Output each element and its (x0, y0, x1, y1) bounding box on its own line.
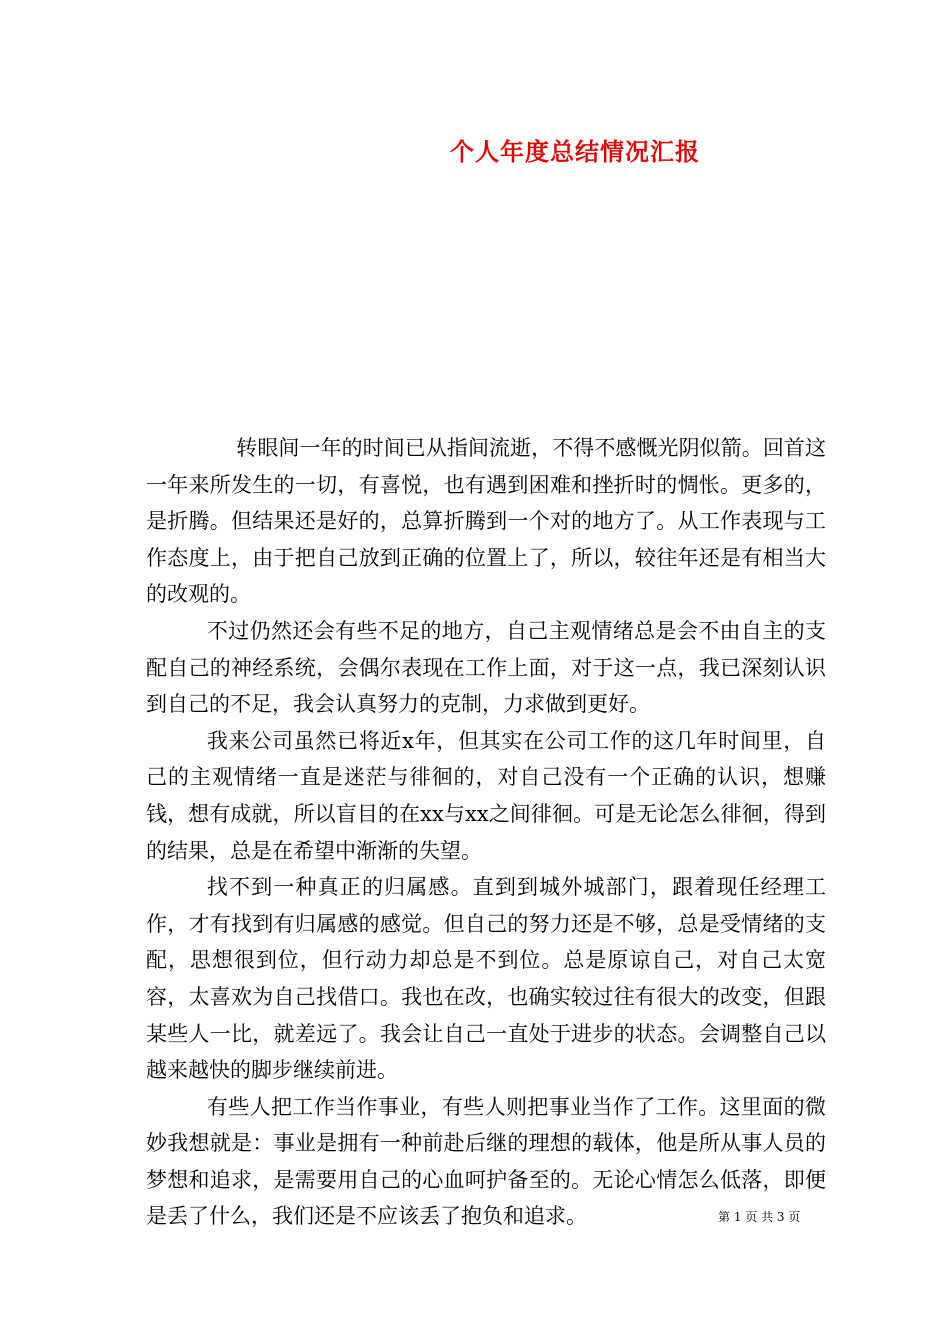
document-title: 个人年度总结情况汇报 (450, 137, 700, 166)
page-number-footer: 第 1 页 共 3 页 (718, 1210, 801, 1224)
paragraph-2: 不过仍然还会有些不足的地方，自己主观情绪总是会不由自主的支配自己的神经系统，会偶尔表现在工作上面，对于这一点，我已深刻认识到自己的不足，我会认真努力的克制，力求做到更好。 (146, 618, 826, 717)
paragraph-3: 我来公司虽然已将近x年，但其实在公司工作的这几年时间里，自己的主观情绪一直是迷茫与徘徊的，对自己没有一个正确的认识，想赚钱，想有成就，所以盲目的在xx与xx之间徘徊。可是无论怎么徘徊，得到的结果，总是在希望中渐渐的失望。 (146, 728, 826, 863)
paragraph-4: 找不到一种真正的归属感。直到到城外城部门，跟着现任经理工作，才有找到有归属感的感觉。但自己的努力还是不够，总是受情绪的支配，思想很到位，但行动力却总是不到位。总是原谅自己，对自己太宽容，太喜欢为自己找借口。我也在改，也确实较过往有很大的改变，但跟某些人一比，就差远了。我会让自己一直处于进步的状态。会调整自己以越来越快的脚步继续前进。 (146, 875, 826, 1083)
document-body (146, 430, 826, 1235)
paragraph-5: 有些人把工作当作事业，有些人则把事业当作了工作。这里面的微妙我想就是：事业是拥有一种前赴后继的理想的载体，他是所从事人员的梦想和追求，是需要用自己的心血呵护备至的。无论心情怎么低落，即便是丢了什么，我们还是不应该丢了抱负和追求。 (146, 1094, 826, 1229)
paragraph-1: 转眼间一年的时间已从指间流逝，不得不感慨光阴似箭。回首这一年来所发生的一切，有喜悦，也有遇到困难和挫折时的惆怅。更多的，是折腾。但结果还是好的，总算折腾到一个对的地方了。从工作表现与工作态度上，由于把自己放到正确的位置上了，所以，较往年还是有相当大的改观的。 (146, 436, 826, 607)
